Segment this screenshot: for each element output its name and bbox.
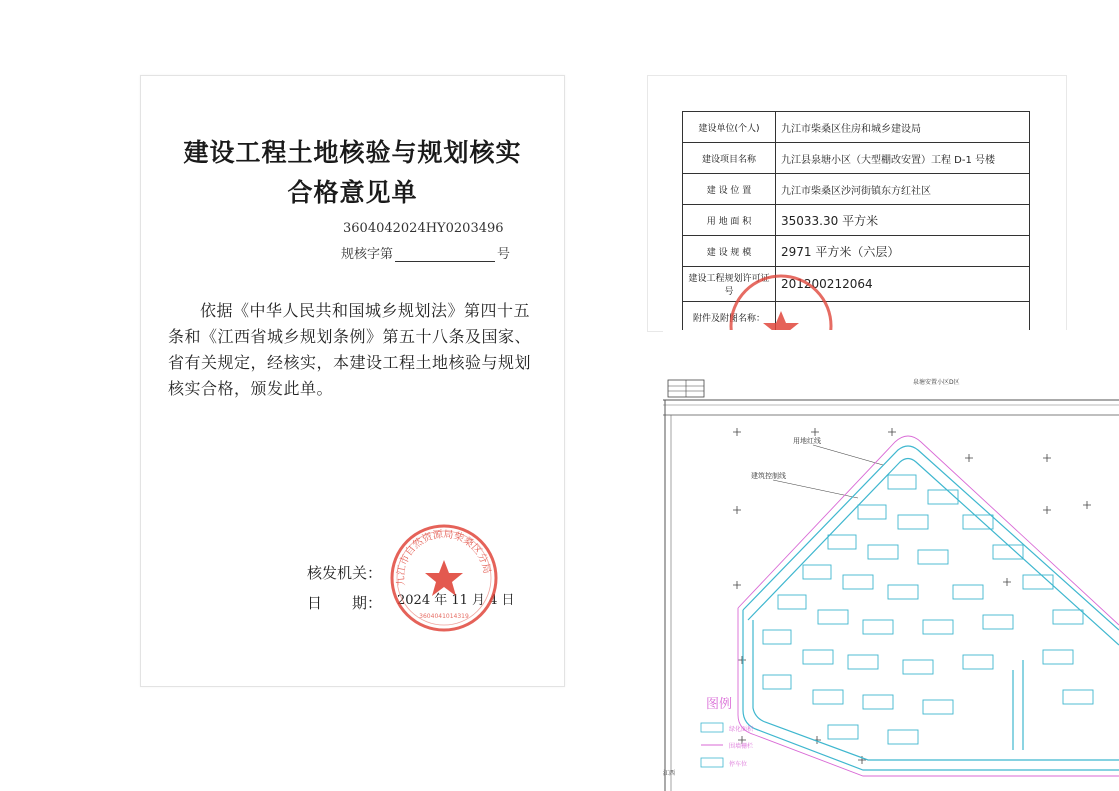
- table-row: [683, 112, 1030, 143]
- red-line-label: 用地红线: [793, 437, 821, 445]
- certificate-page: [140, 75, 565, 687]
- legend-item: 绿化面积: [729, 726, 754, 733]
- row-value: 201200212064: [776, 267, 1030, 302]
- svg-text:3604041014319: 3604041014319: [419, 613, 469, 620]
- number-suffix: 号: [497, 247, 511, 262]
- legend-item: 停车位: [729, 761, 748, 768]
- table-row: [683, 236, 1030, 267]
- date-label: 日 期：: [307, 594, 383, 612]
- certificate-body: 依据《中华人民共和国城乡规划法》第四十五条和《江西省城乡规划条例》第五十八条及国家、省有关规定，经核实，本建设工程土地核验与规划核实合格，颁发此单。: [168, 301, 532, 398]
- row-label: 用 地 面 积: [683, 205, 776, 236]
- row-label: 建设项目名称: [683, 143, 776, 174]
- table-row: [683, 143, 1030, 174]
- row-value: 2971 平方米（六层）: [776, 236, 1030, 267]
- certificate-number: 3604042024HY0203496: [343, 221, 504, 236]
- row-label: 附件及附图名称：: [683, 302, 776, 333]
- build-line-label: 建筑控制线: [751, 472, 786, 480]
- table-row: [683, 205, 1030, 236]
- row-label: 建设工程规划许可证号: [683, 267, 776, 302]
- site-plan-map: [663, 330, 1119, 791]
- certificate-title-line2: 合格意见单: [287, 178, 418, 207]
- row-value: 九江县泉塘小区（大型棚改安置）工程 D-1 号楼: [776, 143, 1030, 174]
- certificate-number-line: [341, 243, 510, 262]
- seal-text: 九江市自然资源局柴桑区分局: [395, 529, 492, 587]
- legend-item: 围墙栅栏: [729, 743, 754, 750]
- number-prefix: 规核字第: [341, 247, 394, 262]
- info-table-page: [647, 75, 1067, 332]
- certificate-title-line1: 建设工程土地核验与规划核实: [183, 138, 522, 167]
- table-row: [683, 174, 1030, 205]
- number-blank: [395, 249, 495, 262]
- side-text: 江西: [663, 770, 676, 777]
- issuer-label: 核发机关：: [307, 564, 383, 582]
- row-value: 35033.30 平方米: [776, 205, 1030, 236]
- row-value: 九江市柴桑区沙河街镇东方红社区: [776, 174, 1030, 205]
- official-seal-stamp: [386, 520, 502, 636]
- row-label: 建 设 规 模: [683, 236, 776, 267]
- row-value: 九江市柴桑区住房和城乡建设局: [776, 112, 1030, 143]
- site-plan-title: 泉塘安置小区D区: [913, 379, 960, 386]
- date-value: 2024 年 11 月 4 日: [397, 593, 515, 608]
- legend-title: 图例: [706, 697, 733, 712]
- row-label: 建设单位(个人): [683, 112, 776, 143]
- row-label: 建 设 位 置: [683, 174, 776, 205]
